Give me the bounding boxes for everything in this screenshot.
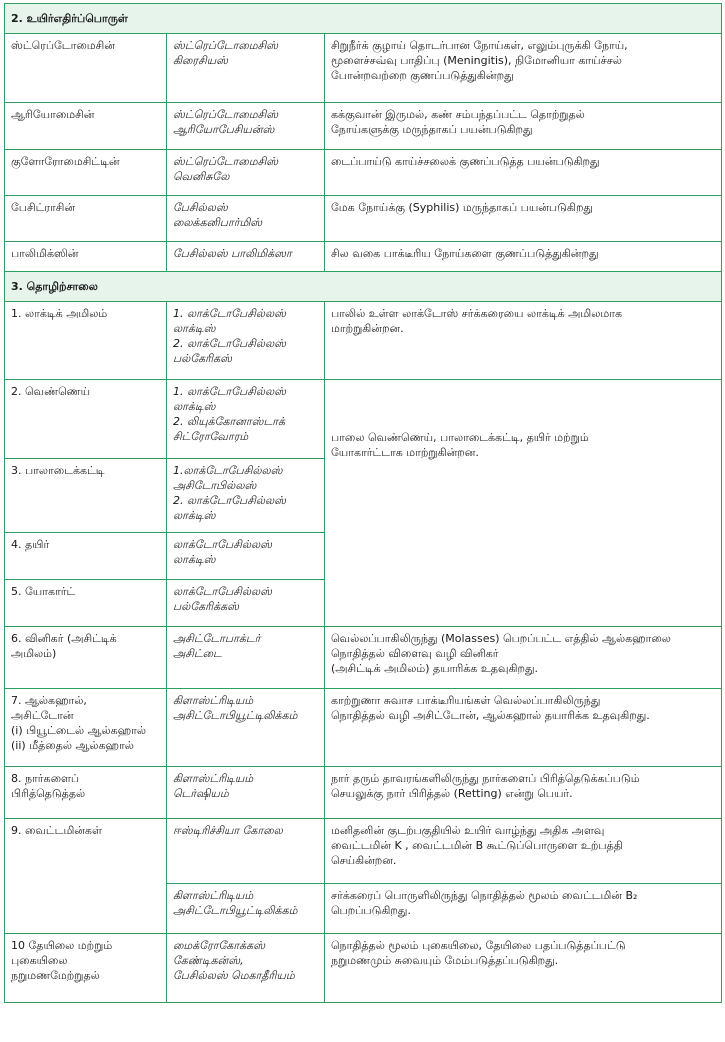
table-row <box>5 819 722 884</box>
product-name: பேசிட்ராசின் <box>5 196 167 242</box>
product-name: 5. யோகார்ட் <box>5 580 167 627</box>
table-row <box>5 302 722 380</box>
organism-name: பேசில்லஸ் பாலிமிக்ஸா <box>167 242 325 272</box>
product-name: 4. தயிர் <box>5 533 167 580</box>
organism-name: கிளாஸ்ட்ரிடியம் அசிட்டோபியூட்டிலிக்கம் <box>167 884 325 934</box>
organism-name: 1.லாக்டோபேசில்லஸ் அசிடோபில்லஸ் 2. லாக்டோபேசில்லஸ் லாக்டிஸ் <box>167 459 325 533</box>
usage-text: சிறுநீர்க் குழாய் தொடர்பான நோய்கள், எலும்புருக்கி நோய், மூளைச்சவ்வு பாதிப்பு (Meningitis), நிமோனியா காய்ச்சல் போன்றவற்றை குணப்படுத்துகின்றது <box>325 34 722 103</box>
table-row <box>5 103 722 150</box>
product-name: 8. நார்களைப் பிரித்தெடுத்தல் <box>5 767 167 819</box>
usage-text: நார் தரும் தாவரங்களிலிருந்து நார்களைப் பிரித்தெடுக்கப்படும் செயலுக்கு நார் பிரித்தல் (Retting) என்று பெயர். <box>325 767 722 819</box>
usage-text: நொதித்தல் மூலம் புகையிலை, தேயிலை பதப்படுத்தப்பட்டு நறுமணமும் சுவையும் மேம்படுத்தப்படுகிறது. <box>325 934 722 1003</box>
section-header-antibiotics <box>5 4 722 34</box>
product-name: ஸ்ட்ரெப்டோமைசின் <box>5 34 167 103</box>
table-row <box>5 196 722 242</box>
section-title: 2. உயிர்எதிர்ப்பொருள் <box>5 4 722 34</box>
usage-text: சர்க்கரைப் பொருளிலிருந்து நொதித்தல் மூலம் வைட்டமின் B₂ பெறப்படுகிறது. <box>325 884 722 934</box>
organism-name: ஸ்ட்ரெப்டோமைசிஸ் ஆரியோபேசியன்ஸ் <box>167 103 325 150</box>
organism-name: கிளாஸ்ட்ரிடியம் டெர்ஷியம் <box>167 767 325 819</box>
usage-text: பாலில் உள்ள லாக்டோஸ் சர்க்கரையை லாக்டிக் அமிலமாக மாற்றுகின்றன. <box>325 302 722 380</box>
table-row <box>5 627 722 689</box>
table-row <box>5 934 722 1003</box>
table-row <box>5 34 722 103</box>
organism-name: பேசில்லஸ் லைக்கனிபார்மிஸ் <box>167 196 325 242</box>
microbes-uses-table <box>4 3 722 1003</box>
table-row <box>5 150 722 196</box>
product-name: 7. ஆல்கஹால், அசிட்டோன் (i) பியூட்டைல் ஆல்கஹால் (ii) மீத்தைல் ஆல்கஹால் <box>5 689 167 767</box>
usage-text: சில வகை பாக்டீரிய நோய்களை குணப்படுத்துகின்றது <box>325 242 722 272</box>
table-row <box>5 767 722 819</box>
usage-text-merged: பாலை வெண்ணெய், பாலாடைக்கட்டி, தயிர் மற்றும் யோகார்ட்டாக மாற்றுகின்றன. <box>325 380 722 627</box>
product-name: 3. பாலாடைக்கட்டி <box>5 459 167 533</box>
usage-text: வெல்லப்பாகிலிருந்து (Molasses) பெறப்பட்ட எத்தில் ஆல்கஹாலை நொதித்தல் விளைவு வழி வினிகர் (அசிட்டிக் அமிலம்) தயாரிக்க உதவுகிறது. <box>325 627 722 689</box>
product-name: குளோரோமைசிட்டின் <box>5 150 167 196</box>
product-name: 1. லாக்டிக் அமிலம் <box>5 302 167 380</box>
organism-name: மைக்ரோகோக்கஸ் கேண்டிகன்ஸ், பேசில்லஸ் மெகாதீரியம் <box>167 934 325 1003</box>
product-name: 2. வெண்ணெய் <box>5 380 167 459</box>
section-title: 3. தொழிற்சாலை <box>5 272 722 302</box>
organism-name: அசிட்டோபாக்டர் அசிட்டை <box>167 627 325 689</box>
table-row <box>5 689 722 767</box>
usage-text: மனிதனின் குடற்பகுதியில் உயிர் வாழ்ந்து அதிக அளவு வைட்டமின் K , வைட்டமின் B கூட்டுப்பொருளை உற்பத்தி செய்கின்றன. <box>325 819 722 884</box>
usage-text: மேக நோய்க்கு (Syphilis) மருந்தாகப் பயன்படுகிறது <box>325 196 722 242</box>
usage-text: காற்றுணா சுவாச பாக்டீரியங்கள் வெல்லப்பாகிலிருந்து நொதித்தல் வழி அசிட்டோன், ஆல்கஹால் தயாரிக்க உதவுகிறது. <box>325 689 722 767</box>
product-name: 9. வைட்டமின்கள் <box>5 819 167 934</box>
organism-name: 1. லாக்டோபேசில்லஸ் லாக்டிஸ் 2. லாக்டோபேசில்லஸ் பல்கேரிகஸ் <box>167 302 325 380</box>
usage-text: கக்குவான் இருமல், கண் சம்பந்தப்பட்ட தொற்றுதல் நோய்களுக்கு மருந்தாகப் பயன்படுகிறது <box>325 103 722 150</box>
organism-name: ஈஸ்டிரிச்சியா கோலை <box>167 819 325 884</box>
organism-name: ஸ்ட்ரெப்டோமைசிஸ் வெனிசுலே <box>167 150 325 196</box>
product-name: பாலிமிக்ஸின் <box>5 242 167 272</box>
organism-name: லாக்டோபேசில்லஸ் பல்கேரிக்கஸ் <box>167 580 325 627</box>
table-row <box>5 242 722 272</box>
organism-name: 1. லாக்டோபேசில்லஸ் லாக்டிஸ் 2. லியுக்கோனாஸ்டாக் சிட்ரோவோரம் <box>167 380 325 459</box>
usage-text: டைப்பாய்டு காய்ச்சலைக் குணப்படுத்த பயன்படுகிறது <box>325 150 722 196</box>
organism-name: கிளாஸ்ட்ரிடியம் அசிட்டோபியூட்டிலிக்கம் <box>167 689 325 767</box>
section-header-industry <box>5 272 722 302</box>
organism-name: லாக்டோபேசில்லஸ் லாக்டிஸ் <box>167 533 325 580</box>
product-name: ஆரியோமைசின் <box>5 103 167 150</box>
table-row <box>5 380 722 459</box>
product-name: 6. வினிகர் (அசிட்டிக் அமிலம்) <box>5 627 167 689</box>
product-name: 10 தேயிலை மற்றும் புகையிலை நறுமணமேற்றுதல் <box>5 934 167 1003</box>
organism-name: ஸ்ட்ரெப்டோமைசிஸ் கிரைசியஸ் <box>167 34 325 103</box>
